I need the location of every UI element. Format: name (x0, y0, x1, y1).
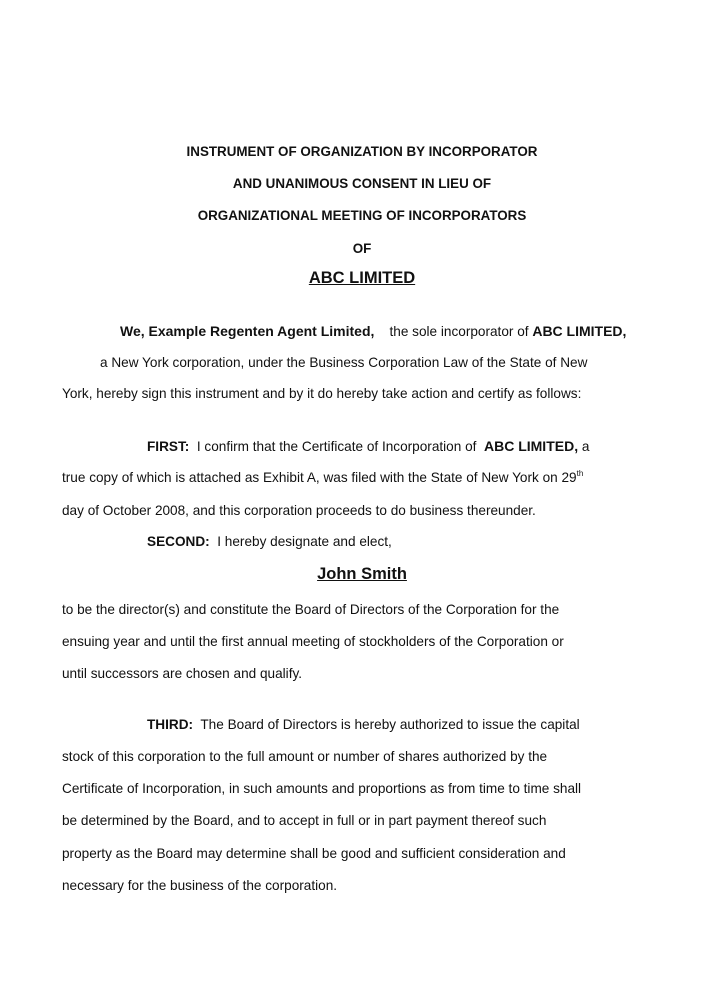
third-line-3: Certificate of Incorporation, in such amounts and proportions as from time to time shall (62, 781, 582, 796)
title-line-3: ORGANIZATIONAL MEETING OF INCORPORATORS (197, 208, 527, 223)
company-title: ABC LIMITED (308, 269, 416, 287)
third-line-4: be determined by the Board, and to accept in full or in part payment thereof such (62, 813, 547, 828)
second-line-4: until successors are chosen and qualify. (62, 666, 303, 681)
second-label: SECOND: (147, 534, 210, 549)
intro-company-name: ABC LIMITED, (532, 323, 627, 339)
third-line-2: stock of this corporation to the full amount or number of shares authorized by the (62, 749, 548, 764)
third-line-1 (147, 716, 580, 734)
intro-line-2: a New York corporation, under the Business Corporation Law of the State of New (100, 355, 588, 370)
director-name: John Smith (317, 565, 407, 583)
second-line-2: to be the director(s) and constitute the Board of Directors of the Corporation for the (62, 602, 560, 617)
title-line-1: INSTRUMENT OF ORGANIZATION BY INCORPORATOR (186, 144, 538, 159)
title-line-2: AND UNANIMOUS CONSENT IN LIEU OF (232, 176, 492, 191)
first-line-3: day of October 2008, and this corporation proceeds to do business thereunder. (62, 503, 536, 518)
title-line-4: OF (352, 241, 372, 256)
ordinal-suffix: th (576, 469, 584, 478)
intro-line-1 (120, 322, 626, 341)
intro-sole-text: the sole incorporator of (389, 324, 529, 339)
third-line-6: necessary for the business of the corporation. (62, 878, 338, 893)
third-line-5: property as the Board may determine shall be good and sufficient consideration and (62, 846, 566, 861)
second-line-1 (147, 533, 392, 551)
incorporator-name: We, Example Regenten Agent Limited, (120, 323, 375, 339)
second-text: I hereby designate and elect, (217, 534, 392, 549)
first-a: a (581, 439, 590, 454)
first-company-name: ABC LIMITED, (483, 438, 579, 454)
third-label: THIRD: (147, 717, 194, 732)
first-line-2 (62, 469, 583, 487)
third-text: The Board of Directors is hereby authorized to issue the capital (200, 717, 580, 732)
second-line-3: ensuing year and until the first annual meeting of stockholders of the Corporation or (62, 634, 564, 649)
first-label: FIRST: (147, 439, 190, 454)
first-text: I confirm that the Certificate of Incorporation of (196, 439, 477, 454)
first-line-1 (147, 437, 589, 456)
intro-line-3: York, hereby sign this instrument and by it do hereby take action and certify as follows: (62, 386, 582, 401)
first-line-2-text: true copy of which is attached as Exhibit A, was filed with the State of New York on 29 (62, 470, 577, 485)
